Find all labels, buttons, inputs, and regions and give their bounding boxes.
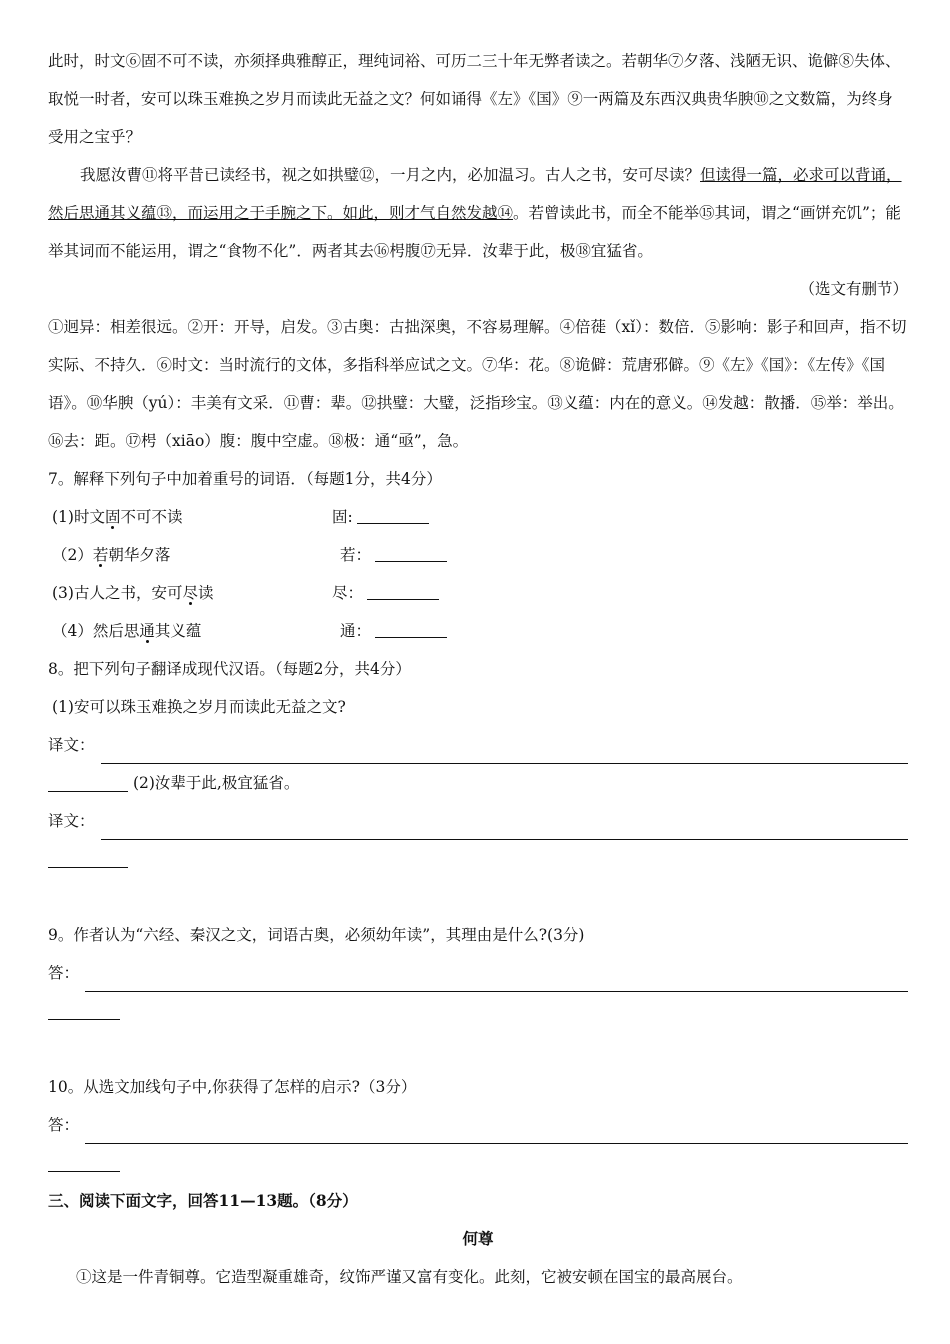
answer-label: 尽：: [332, 584, 364, 602]
text: （2）: [52, 546, 93, 564]
passage-paragraph-2: [48, 156, 908, 270]
q7-title: 7。解释下列句子中加着重号的词语．（每题1分，共4分）: [48, 470, 442, 488]
q8-sentence-1: (1)安可以珠玉难换之岁月而读此无益之文?: [52, 698, 346, 716]
answer-label: 若：: [340, 546, 372, 564]
text: 不可不读: [120, 508, 183, 526]
passage-text: 我愿汝曹⑪将平昔已读经书，视之如拱璧⑫，一月之内，必加温习。古人之书，安可尽读？: [80, 166, 701, 184]
q7-item: [48, 498, 908, 536]
q8-answer-line-2: [48, 802, 908, 840]
section-3-heading: 三、阅读下面文字，回答11—13题。（8分）: [48, 1191, 358, 1210]
q9-title: 9。作者认为“六经、秦汉之文，词语古奥，必须幼年读”，其理由是什么?(3分): [48, 926, 585, 944]
excerpt-note: （选文有删节）: [799, 280, 908, 298]
spacer: [48, 1030, 908, 1068]
q7-question: [52, 574, 332, 612]
q8-title: 8。把下列句子翻译成现代汉语。（每题2分，共4分）: [48, 660, 411, 678]
q7-answer: [332, 574, 439, 612]
q10-answer-continuation: [48, 1144, 908, 1182]
passage-text: 。若曾读此书，而全不能举⑮其词，谓之“画饼充饥”；能举其词而不能运用，谓之“食物不化”．两者其去⑯枵腹⑰无异．汝辈于此，极⑱宜猛省。: [48, 204, 901, 260]
text: 其义蕴: [154, 622, 202, 640]
answer-line[interactable]: [48, 1151, 120, 1172]
q7-question: [52, 612, 332, 650]
spacer: [48, 878, 908, 916]
q7-item: [48, 574, 908, 612]
answer-line[interactable]: [48, 999, 120, 1020]
answer-blank[interactable]: [375, 543, 447, 562]
q9-answer-line: [48, 954, 908, 992]
text: 朝华夕落: [108, 546, 171, 564]
q7-item: [48, 612, 908, 650]
answer-blank[interactable]: [375, 619, 447, 638]
document-page: [48, 42, 908, 1296]
answer-line[interactable]: [48, 847, 128, 868]
q8-sentence-2-line: [48, 764, 908, 802]
q8-answer-line-1: [48, 726, 908, 764]
article-paragraph-1: ①这是一件青铜尊。它造型凝重雄奇，纹饰严谨又富有变化。此刻，它被安顿在国宝的最高展台。: [76, 1268, 743, 1286]
q7-item: [48, 536, 908, 574]
answer-label: 译文：: [48, 736, 95, 754]
article-title: 何尊: [462, 1229, 494, 1248]
q7-question: [52, 498, 332, 536]
underlined-sentence: 但读得一篇，必求可以背诵，然后思通其义蕴⑬，而运用之于手腕之下。如此，则才气自然发越⑭: [48, 166, 902, 222]
passage-paragraph-1: 此时，时文⑥固不可不读，亦须择典雅醇正，理纯词裕、可历二三十年无弊者读之。若朝华⑦夕落、浅陋无识、诡僻⑧失体、取悦一时者，安可以珠玉难换之岁月而读此无益之文？何如诵得《左》《国》⑨一两篇及东西汉典贵华腴⑩之文数篇，为终身受用之宝乎？: [48, 52, 901, 146]
answer-blank[interactable]: [357, 505, 429, 524]
answer-line[interactable]: [85, 1119, 908, 1144]
q10-title: 10。从选文加线句子中,你获得了怎样的启示?（3分）: [48, 1078, 417, 1096]
answer-label: 答：: [48, 964, 80, 982]
answer-line[interactable]: [85, 967, 908, 992]
answer-line[interactable]: [48, 771, 128, 792]
q7-answer: [340, 612, 447, 650]
emphasis-char: 尽: [182, 584, 198, 602]
emphasis-char: 通: [139, 622, 155, 640]
emphasis-char: 若: [92, 546, 109, 564]
q8-answer-continuation: [48, 840, 908, 878]
q7-answer: [340, 536, 447, 574]
answer-blank[interactable]: [367, 581, 439, 600]
text: 读: [197, 584, 214, 602]
text: （4）然后思: [52, 622, 140, 640]
footnotes: ①迥异：相差很远。②开：开导，启发。③古奥：古拙深奥，不容易理解。④倍蓰（xǐ）：数倍．⑤影响：影子和回声，指不切实际、不持久．⑥时文：当时流行的文体，多指科举应试之文。⑦华：花。⑧诡僻：荒唐邪僻。⑨《左》《国》：《左传》《国语》。⑩华腴（yú）：丰美有文采．⑪曹：辈。⑫拱璧：大璧，泛指珍宝。⑬义蕴：内在的意义。⑭发越：散播．⑮举：举出。⑯去：距。⑰枵（xiāo）腹：腹中空虚。⑱极：通“亟”，急。: [48, 318, 907, 450]
answer-label: 答：: [48, 1116, 80, 1134]
answer-line[interactable]: [101, 815, 908, 840]
answer-label: 固:: [332, 508, 353, 526]
answer-label: 通：: [340, 622, 372, 640]
emphasis-char: 固: [104, 508, 121, 526]
q10-answer-line: [48, 1106, 908, 1144]
answer-label: 译文：: [48, 812, 95, 830]
q7-answer: [332, 498, 429, 536]
q9-answer-continuation: [48, 992, 908, 1030]
text: (3)古人之书，安可: [52, 584, 183, 602]
answer-line[interactable]: [101, 739, 908, 764]
q7-question: [52, 536, 332, 574]
text: (1)时文: [52, 508, 105, 526]
q8-sentence-2: (2)汝辈于此,极宜猛省。: [132, 774, 300, 792]
